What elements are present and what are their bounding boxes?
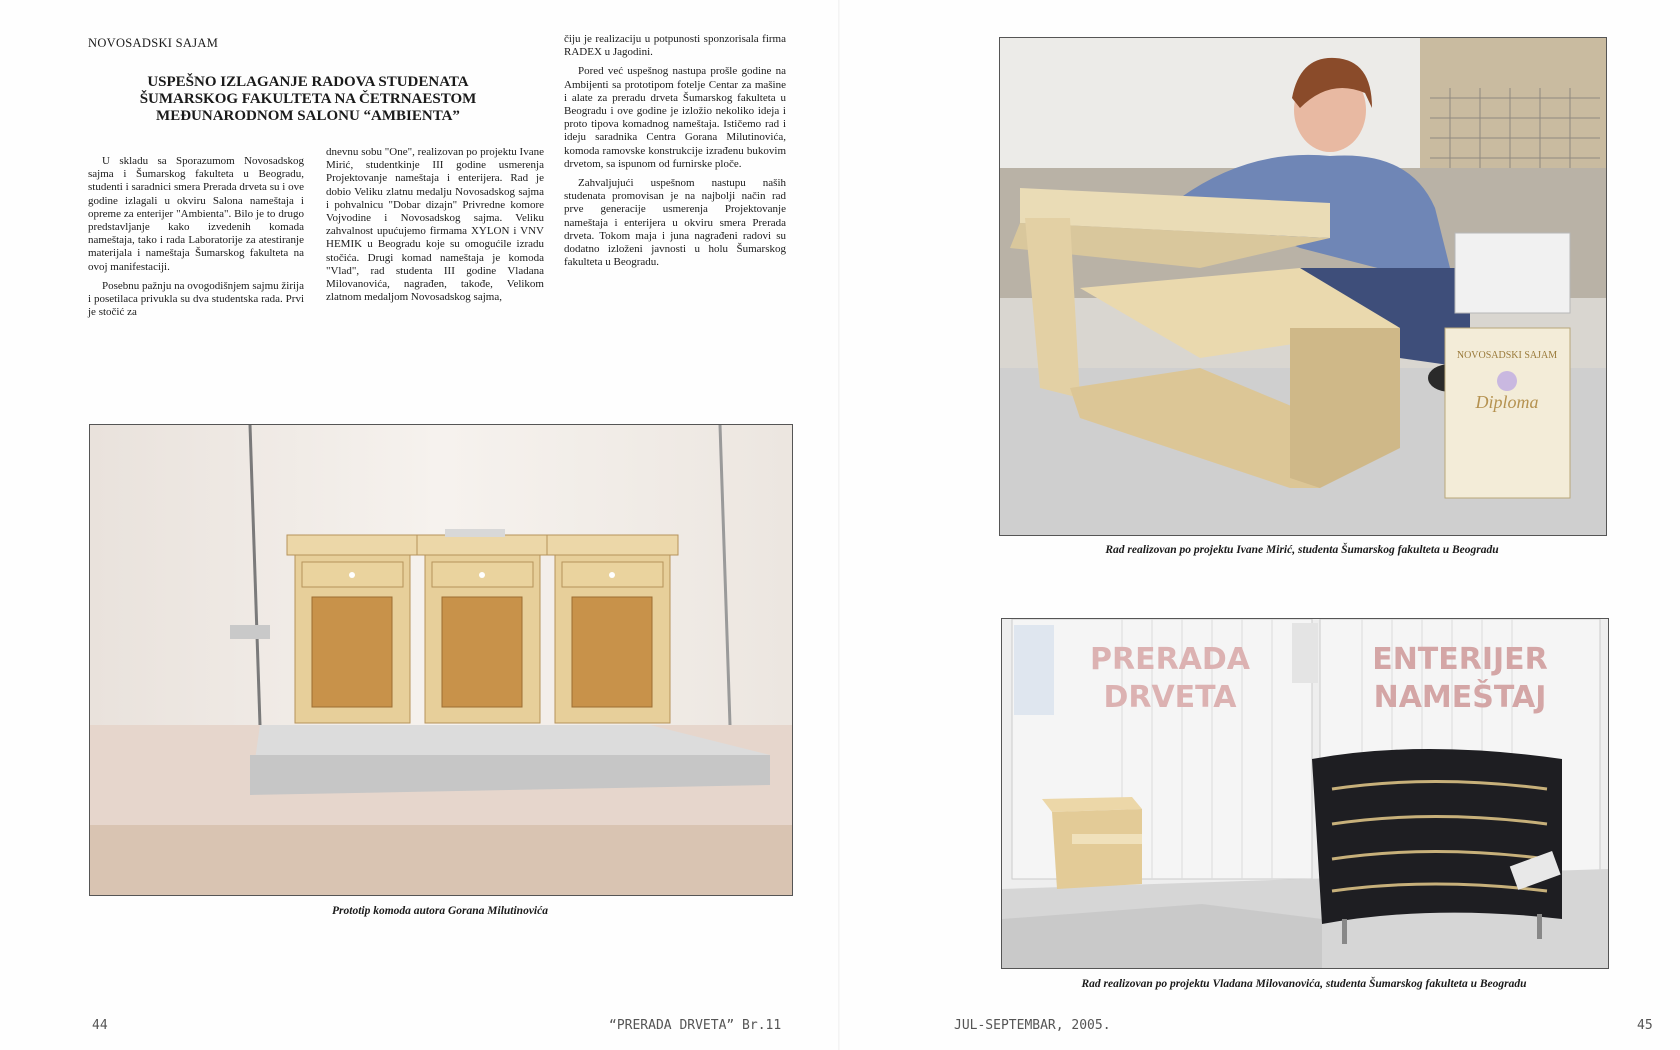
paragraph: Pored već uspešnog nastupa prošle godine na Ambijenti sa prototipom fotelje Centar za mašine i alate za preradu drveta Šumarskog fakulteta u Beogradu i ove godine je izložio nekoliko ideja i proto tipova komadnog nameštaja. Ističemo rad i ideju saradnika Centra Gorana Milutinovića, komoda ramovske konstrukcije izrađenu bukovim drvetom, sa ispunom od furnirske ploče. xyxy=(564,65,786,170)
paragraph: dnevnu sobu "One", realizovan po projektu Ivane Mirić, studentkinje III godine usmerenja Projektovanje nameštaja i enterijera. Rad je dobio Veliku zlatnu medalju Novosadskog sajma i pohvalnicu "Dobar dizajn" Privredne komore Vojvodine i Novosadskog sajma. Veliku zahvalnost upućujemo firmama XYLON i VNV HEMIK u Beogradu koje su omogućile izradu stočića. Drugi komad nameštaja je komoda "Vlad", rad studenta III godine Vladana Milovanovića, nagrađen, takođe, Velikom zlatnom medaljom Novosadskog sajma, xyxy=(326,146,544,304)
exhibition-stand-photo xyxy=(1001,618,1609,969)
article-title xyxy=(88,74,528,125)
sign-text: NAMEŠTAJ xyxy=(1373,680,1547,715)
photo1-caption: Rad realizovan po projektu Ivane Mirić, studenta Šumarskog fakulteta u Beogradu xyxy=(1105,544,1499,556)
photo2-caption: Rad realizovan po projektu Vladana Milovanovića, studenta Šumarskog fakulteta u Beogradu xyxy=(1081,978,1527,990)
photo-caption: Prototip komoda autora Gorana Milutinovića xyxy=(332,905,548,917)
page-number: 45 xyxy=(1637,1018,1653,1033)
sign-text: DRVETA xyxy=(1103,680,1237,715)
text-column-2 xyxy=(326,146,544,310)
paragraph: Posebnu pažnju na ovogodišnjem sajmu žirija i posetilaca privukla su dva studentska rada. Prvi je stočić za xyxy=(88,279,304,319)
diploma-heading: NOVOSADSKI SAJAM xyxy=(1456,350,1558,361)
sign-text: PRERADA xyxy=(1089,642,1251,677)
small-side-table xyxy=(1042,797,1142,889)
text-column-3 xyxy=(564,33,786,275)
section-label: NOVOSADSKI SAJAM xyxy=(88,36,219,50)
sign-text: ENTERIJER xyxy=(1372,642,1548,677)
issue-date: JUL-SEPTEMBAR, 2005. xyxy=(954,1018,1111,1033)
title-line: MEĐUNARODNOM SALONU “AMBIENTA” xyxy=(156,108,460,124)
right-page xyxy=(840,0,1680,1050)
text-column-1 xyxy=(88,155,304,325)
cabinet xyxy=(287,535,418,723)
diploma-word: Diploma xyxy=(1475,392,1539,412)
journal-name: “PRERADA DRVETA” Br.11 xyxy=(609,1018,782,1033)
paragraph: Zahvaljujući uspešnom nastupu naših studenata promovisan je na najbolji način rad prve generacije usmerenja Projektovanje nameštaja i enterijera u okviru smera Prerada drveta. Tokom maja i juna nagrađeni radovi su dodatno izloženi javnosti u holu Šumarskog fakulteta u Beogradu. xyxy=(564,177,786,269)
paragraph: čiju je realizaciju u potpunosti sponzorisala firma RADEX u Jagodini. xyxy=(564,33,786,59)
page-number: 44 xyxy=(92,1018,108,1033)
diploma xyxy=(1445,328,1570,498)
cabinets-photo xyxy=(89,424,793,896)
title-line: USPEŠNO IZLAGANJE RADOVA STUDENATA xyxy=(147,74,469,90)
title-line: ŠUMARSKOG FAKULTETA NA ČETRNAESTOM xyxy=(139,91,477,107)
paragraph: U skladu sa Sporazumom Novosadskog sajma i Šumarskog fakulteta u Beogradu, studenti i saradnici smera Prerada drveta su i ove godine izlagali u okviru Salona nameštaja i opreme za enterijer "Ambienta". Bilo je to drugo predstavljanje kako izvedenih komada nameštaja, tako i rada Laboratorije za atestiranje materijala i nameštaja Šumarskog fakulteta na ovoj manifestaciji. xyxy=(88,155,304,273)
cabinet xyxy=(417,529,548,723)
cabinet xyxy=(547,535,678,723)
side-table-photo xyxy=(999,37,1607,536)
